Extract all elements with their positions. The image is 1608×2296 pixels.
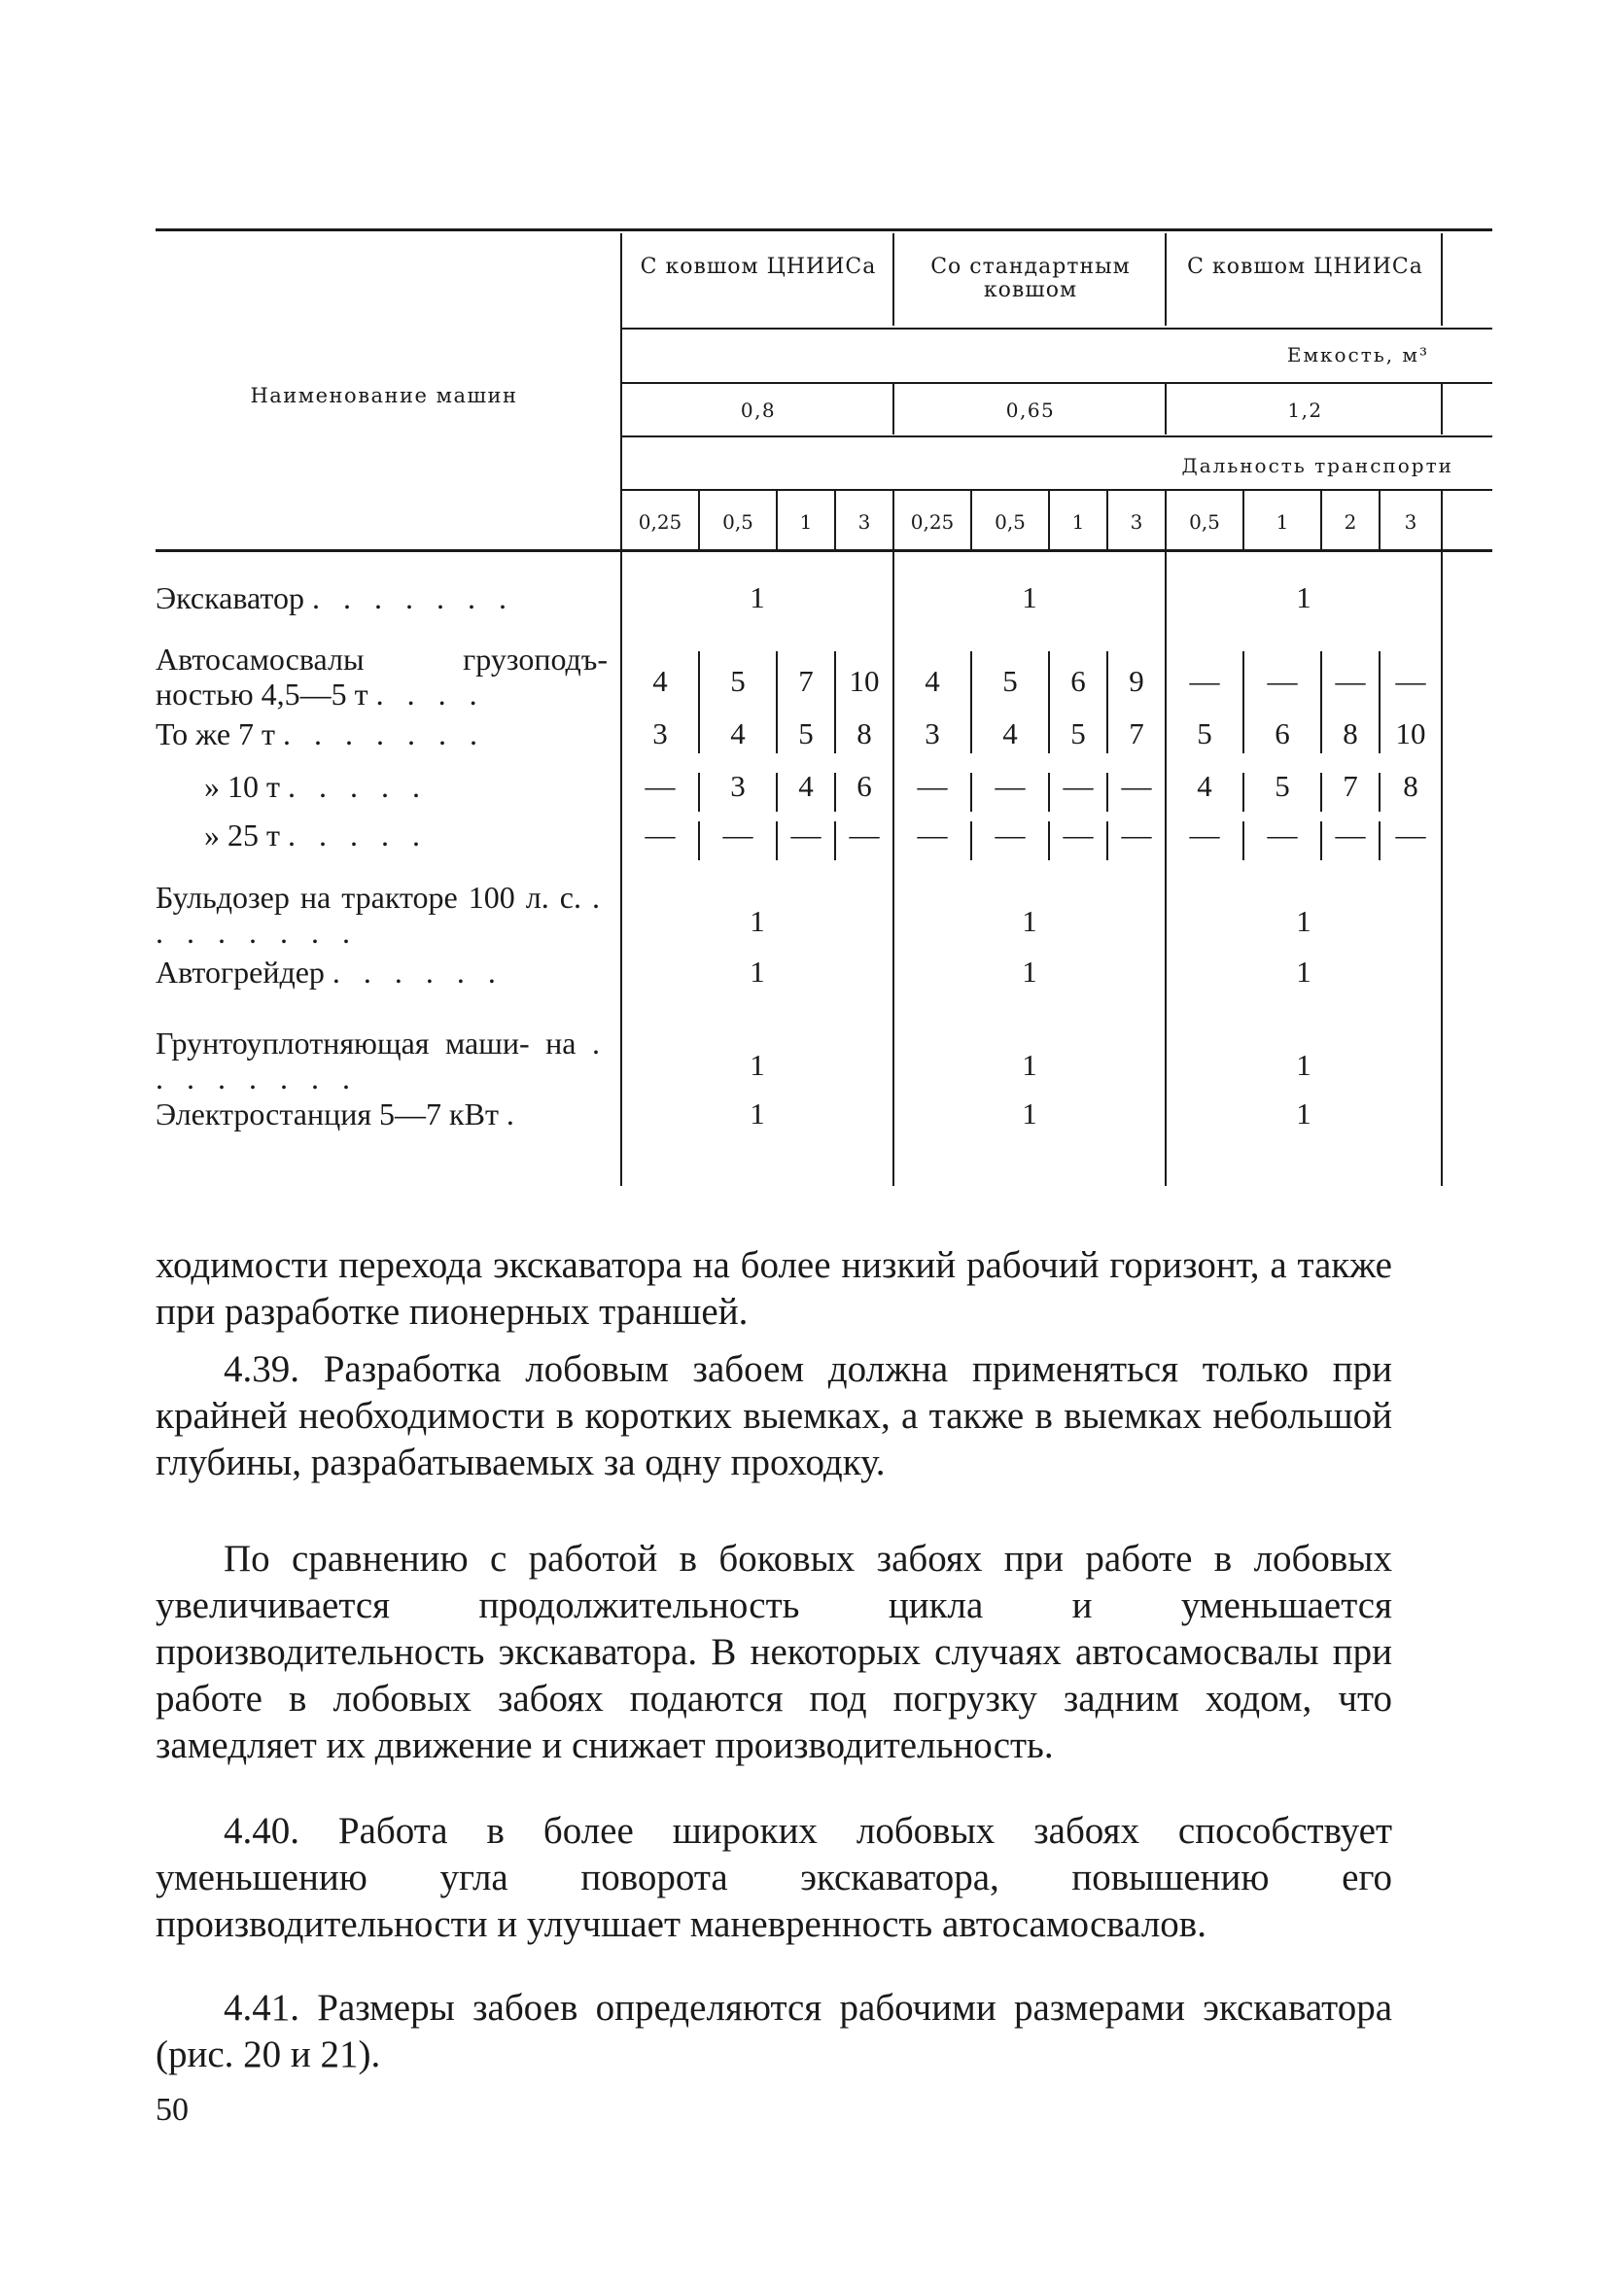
table-cell: 7 — [1343, 769, 1358, 803]
table-cell: — — [1335, 818, 1366, 852]
row-label — [156, 880, 608, 950]
bucket-group-header: С ковшом ЦНИИСа — [1187, 255, 1423, 279]
row-label-text: То же 7 т — [156, 716, 284, 751]
table-cell: — — [1063, 769, 1094, 803]
row-label — [156, 580, 608, 615]
row-label-text: Грунтоуплотняющая маши- на — [156, 1026, 592, 1061]
distance-header-cell: 1 — [799, 510, 813, 534]
table-cell: 8 — [1403, 769, 1418, 803]
table-cell: — — [917, 769, 948, 803]
row-label — [156, 955, 608, 990]
row-label — [156, 716, 608, 751]
table-cell: — — [1267, 818, 1298, 852]
paragraph: 4.41. Размеры забоев определяются рабочими размерами экскаватора (рис. 20 и 21). — [156, 1987, 1392, 2075]
table-cell: 1 — [1022, 904, 1037, 938]
table-cell: 1 — [1022, 1096, 1037, 1131]
table-cell: 1 — [1022, 955, 1037, 989]
capacity-value: 0,65 — [1005, 399, 1056, 422]
distance-header-cell: 0,5 — [1189, 510, 1220, 534]
table-cell: 5 — [1275, 769, 1290, 803]
table-cell: 6 — [856, 769, 872, 803]
row-label — [156, 1096, 608, 1131]
table-cell: 8 — [1343, 716, 1358, 750]
bucket-group-header: Со стандартным ковшом — [930, 255, 1131, 302]
rule — [622, 435, 1492, 437]
leader-dots: . . . . . . . — [311, 580, 514, 615]
table-cell: — — [645, 818, 676, 852]
table-cell: — — [995, 818, 1026, 852]
table-cell: 1 — [1022, 1048, 1037, 1082]
table-cell: 5 — [730, 664, 746, 698]
table-cell: 1 — [1296, 1096, 1311, 1131]
table-cell: 3 — [652, 716, 668, 750]
leader-dots: . — [506, 1096, 522, 1131]
row-label — [156, 769, 608, 804]
row-label-text: Автогрейдер — [156, 955, 332, 990]
distance-header-cell: 0,5 — [722, 510, 753, 534]
rule — [1441, 384, 1443, 435]
capacity-label: Емкость, м³ — [1286, 343, 1429, 366]
table-cell: 1 — [1296, 1048, 1311, 1082]
rule — [622, 489, 1492, 491]
leader-dots: . . . . . . — [332, 955, 504, 990]
leader-dots: . . . . . — [287, 818, 428, 852]
table-cell: 4 — [1002, 716, 1018, 750]
leader-dots: . . . . . . . — [283, 716, 486, 751]
table-top-rule — [156, 228, 1492, 231]
distance-header-cell: 0,25 — [638, 510, 682, 534]
table-cell: 1 — [1296, 580, 1311, 614]
row-label — [156, 1026, 608, 1096]
distance-header-cell: 3 — [857, 510, 871, 534]
rule — [1165, 384, 1167, 435]
row-label — [156, 642, 608, 712]
table-cell: 7 — [798, 664, 814, 698]
bucket-group-header: С ковшом ЦНИИСа — [640, 255, 877, 279]
rule — [1165, 233, 1167, 326]
row-label-text: Автосамосвалы грузоподъ- ностью 4,5—5 т — [156, 642, 608, 712]
leader-dots: . . . . . — [287, 769, 428, 804]
table-cell: 4 — [798, 769, 814, 803]
distance-header-cell: 1 — [1071, 510, 1085, 534]
table-cell: 7 — [1129, 716, 1144, 750]
leader-dots: . . . . . . . . — [156, 880, 608, 950]
table-cell: 1 — [750, 904, 765, 938]
table-cell: — — [1063, 818, 1094, 852]
distance-label: Дальность транспорти — [1181, 454, 1453, 477]
table-cell: — — [790, 818, 821, 852]
distance-header-cell: 0,5 — [995, 510, 1026, 534]
table-cell: 8 — [856, 716, 872, 750]
row-label — [156, 818, 608, 852]
table-cell: 1 — [750, 580, 765, 614]
table-cell: — — [1189, 664, 1220, 698]
table-cell: — — [917, 818, 948, 852]
rule — [1441, 233, 1443, 326]
row-label-text: » 25 т — [204, 818, 288, 852]
name-column-header: Наименование машин — [250, 384, 518, 407]
leader-dots: . . . . — [375, 677, 485, 712]
distance-header-cell: 3 — [1404, 510, 1417, 534]
rule — [620, 233, 622, 1186]
table-cell: 4 — [730, 716, 746, 750]
table-cell: — — [1335, 664, 1366, 698]
table-cell: 10 — [1395, 716, 1426, 750]
table-cell: 5 — [1197, 716, 1212, 750]
table-cell: 9 — [1129, 664, 1144, 698]
table-cell: 1 — [1296, 904, 1311, 938]
table-cell: 1 — [750, 1096, 765, 1131]
table-cell: — — [1121, 818, 1152, 852]
rule — [622, 382, 1492, 384]
rule — [622, 328, 1492, 330]
paragraph: По сравнению с работой в боковых забоях при работе в лобовых увеличивается продолжительность цикла и уменьшается производительность экскаватора. В некоторых случаях автосамосвалы при работе в лобовых забоях подаются под погрузку задним ходом, что замедляет их движение и снижает производительность. — [156, 1538, 1392, 1766]
table-cell: — — [995, 769, 1026, 803]
table-cell: 1 — [1296, 955, 1311, 989]
table-cell: 1 — [750, 1048, 765, 1082]
rule — [892, 384, 894, 435]
row-label-text: Электростанция 5—7 кВт — [156, 1096, 507, 1131]
row-label-text: » 10 т — [204, 769, 288, 804]
row-label-text: Бульдозер на тракторе 100 л. с. — [156, 880, 592, 915]
table-cell: 6 — [1070, 664, 1086, 698]
row-label-text: Экскаватор — [156, 580, 312, 615]
capacity-value: 0,8 — [740, 399, 777, 422]
table-cell: 5 — [1002, 664, 1018, 698]
distance-header-cell: 1 — [1276, 510, 1289, 534]
page-number: 50 — [156, 2092, 189, 2128]
distance-header-cell: 0,25 — [910, 510, 955, 534]
paragraph: 4.40. Работа в более широких лобовых забоях способствует уменьшению угла поворота экскаватора, повышению его производительности и улучшает маневренность автосамосвалов. — [156, 1810, 1392, 1945]
table-cell: 4 — [1197, 769, 1212, 803]
table-cell: 1 — [750, 955, 765, 989]
table-cell: 1 — [1022, 580, 1037, 614]
table-cell: — — [1189, 818, 1220, 852]
machines-table — [156, 228, 1492, 1186]
table-header-bottom-rule — [156, 549, 1492, 552]
table-cell: 3 — [925, 716, 940, 750]
table-cell: 6 — [1275, 716, 1290, 750]
paragraph: 4.39. Разработка лобовым забоем должна применяться только при крайней необходимости в коротких выемках, а также в выемках небольшой глубины, разрабатываемых за одну проходку. — [156, 1348, 1392, 1483]
rule — [1441, 552, 1443, 1186]
table-cell: — — [722, 818, 753, 852]
paragraph: ходимости перехода экскаватора на более низкий рабочий горизонт, а также при разработке пионерных траншей. — [156, 1244, 1392, 1333]
table-cell: 4 — [652, 664, 668, 698]
capacity-value: 1,2 — [1287, 399, 1323, 422]
table-cell: — — [1121, 769, 1152, 803]
table-cell: — — [1395, 664, 1426, 698]
table-cell: 10 — [849, 664, 880, 698]
table-cell: 3 — [730, 769, 746, 803]
distance-header-cell: 2 — [1344, 510, 1357, 534]
table-cell: — — [1395, 818, 1426, 852]
table-cell: — — [645, 769, 676, 803]
table-cell: 5 — [1070, 716, 1086, 750]
distance-header-cell: 3 — [1130, 510, 1143, 534]
table-cell: 5 — [798, 716, 814, 750]
rule — [892, 233, 894, 326]
table-cell: — — [849, 818, 880, 852]
table-cell: 4 — [925, 664, 940, 698]
table-cell: — — [1267, 664, 1298, 698]
rule — [1441, 491, 1443, 549]
leader-dots: . . . . . . . . — [156, 1026, 608, 1096]
